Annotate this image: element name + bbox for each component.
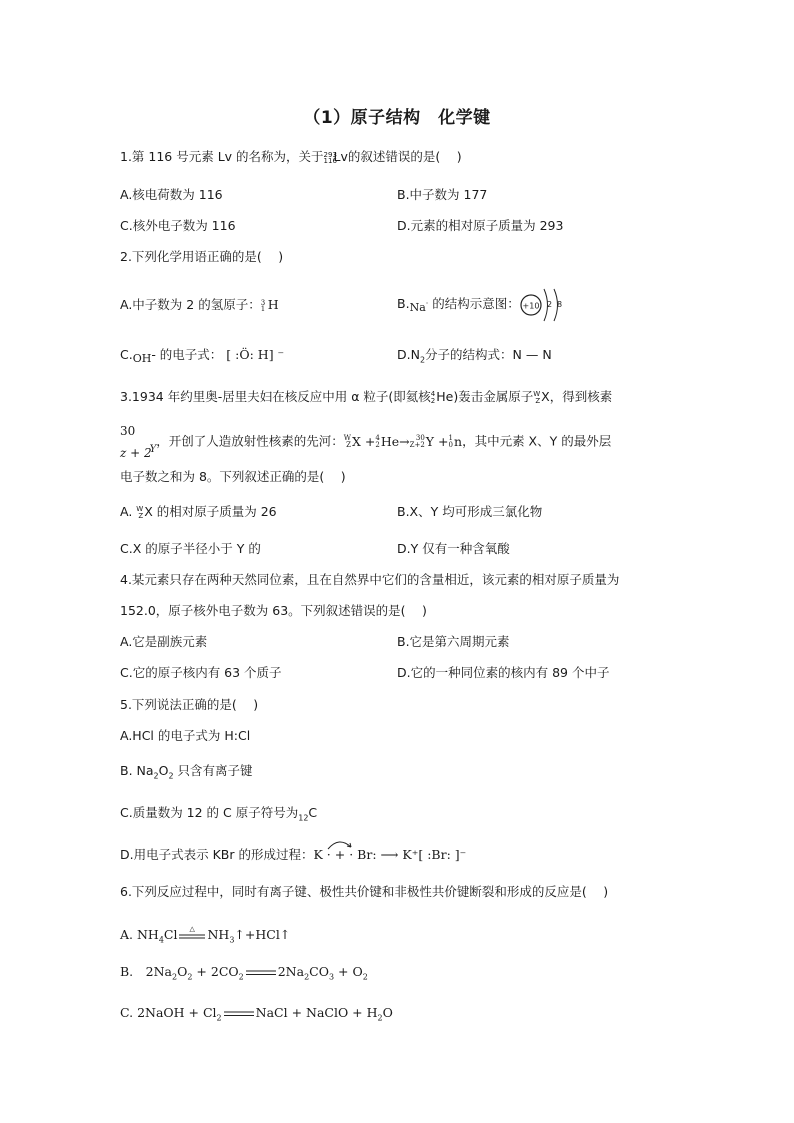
atomic-structure-diagram: [520, 285, 572, 325]
q6-b-sub-1: 2: [172, 972, 178, 982]
q3-a-x-atomic-number: Z: [138, 511, 144, 520]
q3-option-d[interactable]: D.Y 仅有一种含氧酸: [397, 541, 510, 556]
kbr-br-atom: Br: [357, 847, 373, 862]
eq-plus-1: +: [364, 433, 376, 449]
page-title: （1）原子结构 化学键: [303, 108, 491, 128]
heat-symbol: △: [189, 924, 195, 933]
x-atomic-number: Z: [535, 396, 541, 405]
q6-a-tail: ↑+HCl↑: [234, 927, 291, 942]
hydroxide-electron-formula: [ :Ö: H] ⁻: [226, 347, 285, 362]
question-2-stem: 2.下列化学用语正确的是( ): [120, 249, 284, 264]
lv-mass-number: 293: [323, 150, 337, 159]
q6-b-t3: 2Na: [277, 964, 305, 979]
q6-c-t2: O: [382, 1005, 393, 1020]
q6-b-t1: O: [177, 964, 188, 979]
question-4-line-1: 4.某元素只存在两种天然同位素，且在自然界中它们的含量相近，该元素的相对原子质量为: [120, 572, 620, 587]
q5-option-d[interactable]: [120, 840, 466, 870]
eq-y-symbol: Y: [425, 433, 435, 449]
question-3-line-1: [120, 388, 612, 406]
x-isotope-prefix: [533, 391, 540, 405]
q2-c-label: C.: [120, 347, 133, 362]
q3-line2-text: ，开创了人造放射性核素的先河：: [156, 433, 344, 449]
q2-c-text: - 的电子式：: [151, 347, 223, 362]
lv-atomic-number: 116: [323, 156, 337, 165]
q5-option-c[interactable]: [120, 804, 317, 822]
q3-line1-tail: X，得到核素: [541, 389, 613, 404]
q2-d-label: D.N: [397, 347, 420, 362]
equals-double-line-icon: [244, 968, 278, 978]
q1-stem-text: 1.第 116 号元素 Lv 的名称为，关于: [120, 149, 324, 164]
eq-he-mass-number: 4: [375, 434, 380, 442]
q4-option-a[interactable]: A.它是副族元素: [120, 634, 208, 649]
h-atomic-number: 1: [260, 304, 266, 313]
h-mass-number: 3: [260, 298, 266, 307]
q3-option-b[interactable]: B.X、Y 均可形成三氯化物: [397, 504, 543, 519]
y-nuclide-notation: [120, 420, 152, 464]
question-6-stem: 6.下列反应过程中，同时有离子键、极性共价键和非极性共价键断裂和形成的反应是( ): [120, 884, 609, 899]
q6-b-t5: + O: [334, 964, 363, 979]
he-isotope-prefix: [431, 391, 435, 405]
q6-b-t2: + 2CO: [192, 964, 239, 979]
q6-b-sub-2: 2: [187, 972, 193, 982]
q3-option-c[interactable]: C.X 的原子半径小于 Y 的: [120, 541, 261, 556]
q5-b-text: 只含有离子键: [173, 763, 253, 778]
q3-a-x-prefix: [136, 506, 143, 520]
q3-a-x-mass-number: W: [136, 504, 144, 513]
q6-b-sub-5: 3: [328, 972, 335, 982]
eq-n-prefix: [449, 435, 453, 449]
q5-option-b[interactable]: [120, 762, 253, 780]
nucleus-charge: +10: [522, 301, 540, 310]
q6-a-label: A. NH: [120, 927, 159, 942]
q2-d-subscript: 2: [419, 355, 426, 365]
q6-option-b[interactable]: [120, 963, 368, 981]
eq-y-mass-number: 30: [415, 434, 425, 442]
q6-a-sub-1: 4: [158, 935, 164, 945]
q5-b-oxygen: O: [158, 763, 169, 778]
q6-b-t4: CO: [309, 964, 329, 979]
q6-c-t1: NaCl + NaClO + H: [255, 1005, 378, 1020]
q2-option-b[interactable]: B.Na· 的结构示意图： +10 2 8: [397, 284, 572, 324]
y-symbol: Y: [149, 443, 157, 455]
eq-y-atomic-number: Z+2: [409, 441, 425, 449]
q6-a-nh: NH: [207, 927, 230, 942]
q2-b-text: 的结构示意图：: [428, 296, 520, 311]
q2-b-ion: Na: [409, 301, 426, 314]
question-3-line-2: [120, 420, 611, 462]
q3-line1-mid: He)轰击金属原子: [436, 389, 534, 404]
q1-stem-tail: 的叙述错误的是( ): [347, 149, 462, 164]
q6-a-sub-2: 3: [229, 935, 235, 945]
eq-plus-2: +: [438, 433, 449, 449]
q6-option-a[interactable]: [120, 926, 290, 944]
kbr-k-atom: K: [313, 847, 323, 862]
q5-c-subscript: 12: [298, 813, 309, 823]
q1-option-a[interactable]: A.核电荷数为 116: [120, 187, 223, 202]
nuclear-reaction-equation: [344, 434, 462, 449]
q3-line2-tail: ，其中元素 X、Y 的最外层: [462, 433, 612, 449]
eq-x-atomic-number: Z: [346, 441, 351, 449]
eq-n-atomic-number: 0: [448, 441, 453, 449]
eq-y-prefix: [410, 435, 425, 449]
x-mass-number: W: [533, 389, 541, 398]
eq-x-prefix: [344, 435, 351, 449]
eq-arrow: →: [399, 433, 410, 449]
q5-c-symbol: C: [308, 805, 318, 820]
q3-option-a[interactable]: [120, 503, 277, 521]
y-atomic-number: z + 2: [120, 446, 152, 460]
q2-c-ion: OH: [132, 352, 152, 365]
q2-option-a[interactable]: [120, 296, 279, 315]
q6-c-sub-2: 2: [377, 1013, 383, 1023]
lv-symbol: Lv: [333, 149, 348, 164]
question-3-line-3: 电子数之和为 8。下列叙述正确的是( ): [120, 469, 346, 484]
q1-option-c[interactable]: C.核外电子数为 116: [120, 218, 236, 233]
question-4-line-2: 152.0，原子核外电子数为 63。下列叙述错误的是( ): [120, 603, 427, 618]
q1-option-b[interactable]: B.中子数为 177: [397, 187, 488, 202]
q6-b-sub-3: 2: [238, 972, 244, 982]
eq-n-symbol: n: [454, 433, 463, 449]
q2-a-text: A.中子数为 2 的氢原子：: [120, 297, 261, 312]
kbr-product: K⁺[ :Br: ]⁻: [402, 847, 467, 862]
eq-he-prefix: [375, 435, 379, 449]
h-symbol: H: [267, 297, 279, 312]
question-1-stem: [120, 148, 462, 167]
q2-option-c[interactable]: [120, 346, 284, 368]
eq-x-symbol: X: [351, 433, 361, 449]
q3-a-text: X 的相对原子质量为 26: [144, 504, 277, 519]
kbr-formation-equation: K · + · Br: ⟶ K⁺[ :Br: ]⁻: [313, 847, 466, 862]
q3-line1-text: 3.1934 年约里奥-居里夫妇在核反应中用 α 粒子(即氦核: [120, 389, 431, 404]
kbr-arrow: ⟶: [380, 847, 399, 862]
q5-option-a[interactable]: A.HCl 的电子式为 H:Cl: [120, 728, 251, 743]
double-line-icon: [177, 929, 207, 943]
q5-b-sub-2: 2: [168, 771, 174, 781]
heating-condition-arrow: [177, 924, 207, 943]
q6-c-label: C. 2NaOH + Cl: [120, 1005, 217, 1020]
question-5-stem: 5.下列说法正确的是( ): [120, 697, 259, 712]
q5-d-text: D.用电子式表示 KBr 的形成过程：: [120, 847, 314, 862]
eq-he-symbol: He: [380, 433, 400, 449]
shell-1-electrons: 2: [546, 299, 552, 309]
lv-isotope-symbol: [323, 149, 337, 167]
q4-option-d[interactable]: D.它的一种同位素的核内有 89 个中子: [397, 665, 610, 680]
q3-a-label: A.: [120, 504, 133, 519]
q6-b-sub-6: 2: [362, 972, 368, 982]
q1-option-d[interactable]: D.元素的相对原子质量为 293: [397, 218, 564, 233]
he-atomic-number: 2: [430, 396, 436, 405]
q4-option-b[interactable]: B.它是第六周期元素: [397, 634, 510, 649]
q2-d-text: 分子的结构式：N — N: [425, 347, 552, 362]
he-mass-number: 4: [430, 389, 436, 398]
eq-n-mass-number: 1: [448, 434, 453, 442]
q2-b-label: B.: [397, 296, 410, 311]
eq-he-atomic-number: 2: [375, 441, 380, 449]
q2-option-d[interactable]: [397, 346, 552, 364]
q6-c-sub-1: 2: [216, 1013, 222, 1023]
q5-c-text: C.质量数为 12 的 C 原子符号为: [120, 805, 299, 820]
q5-b-label: B. Na: [120, 763, 154, 778]
eq-x-mass-number: W: [343, 434, 351, 442]
hydrogen-isotope-symbol: [261, 297, 268, 315]
y-mass-number: 30: [120, 424, 136, 438]
equals-double-line-icon: [222, 1009, 256, 1019]
q6-a-cl: Cl: [163, 927, 178, 942]
q6-b-label: B. 2Na: [120, 964, 173, 979]
kbr-plus: +: [334, 847, 346, 862]
q6-option-c[interactable]: [120, 1004, 393, 1022]
electron-transfer-arrow-icon: [327, 838, 353, 850]
shell-2-electrons: 8: [556, 299, 562, 309]
q5-b-sub-1: 2: [153, 771, 159, 781]
q6-b-sub-4: 2: [304, 972, 310, 982]
q4-option-c[interactable]: C.它的原子核内有 63 个质子: [120, 665, 282, 680]
